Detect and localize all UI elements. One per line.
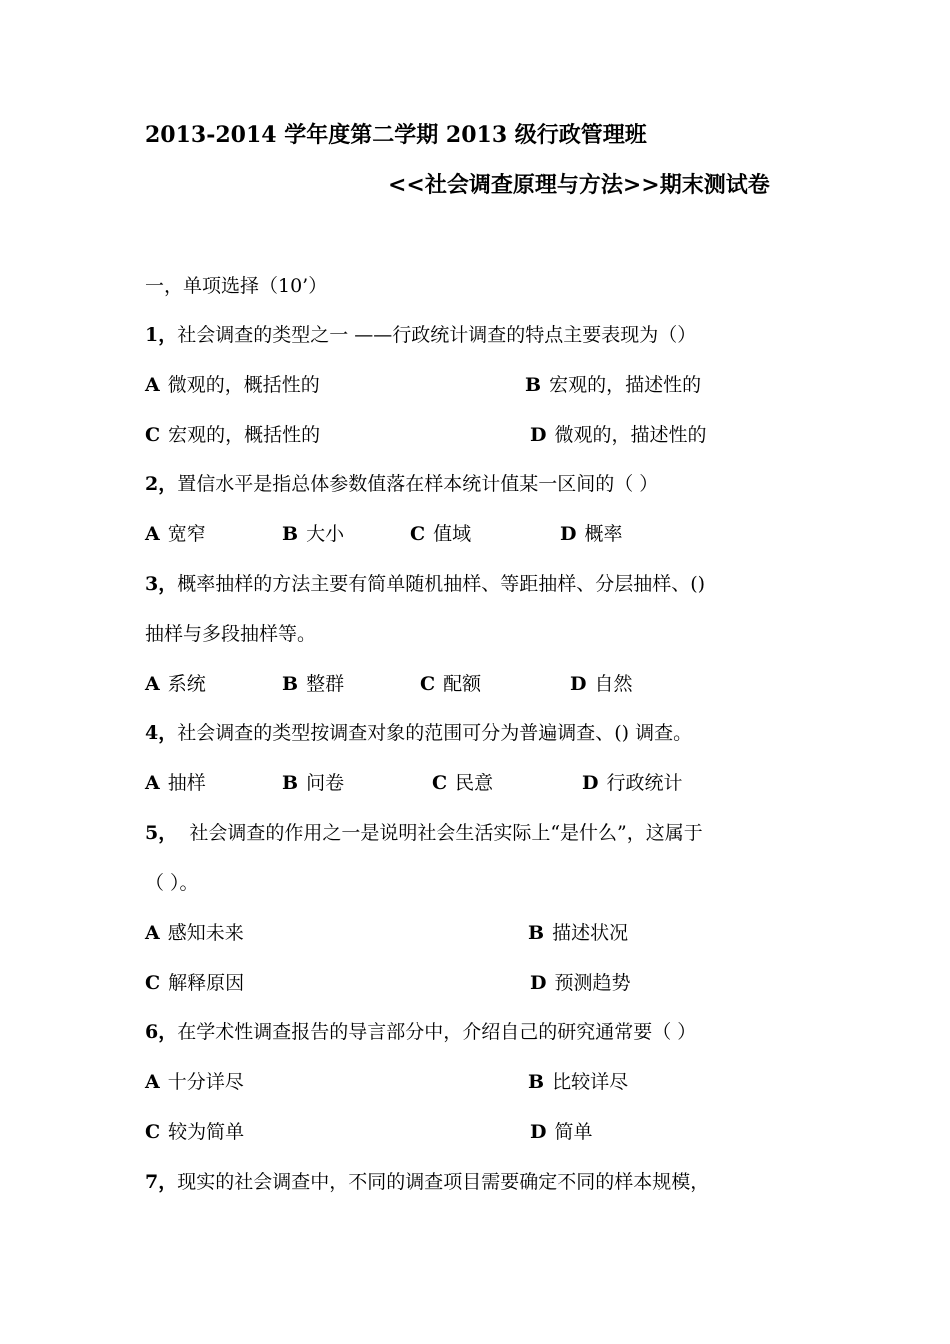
option-6c: C 较为简单 [145,1121,245,1143]
option-1a: A 微观的，概括性的 [145,374,320,396]
option-3d: D 自然 [570,673,633,695]
option-6a: A 十分详尽 [145,1071,244,1093]
exam-title-line1: 2013-2014 学年度第二学期 2013 级行政管理班 [145,122,647,148]
option-3a: A 系统 [145,673,206,695]
question-number: 3， [145,573,178,595]
option-3b: B 整群 [282,673,345,695]
option-4b: B 问卷 [282,772,345,794]
question-1 [145,322,696,348]
section-heading: 一，单项选择（10’） [145,275,328,297]
question-number: 5， [145,822,178,844]
question-number: 1， [145,324,178,346]
option-2a: A 宽窄 [145,523,206,545]
option-1b: B 宏观的，描述性的 [525,374,702,396]
option-6b: B 比较详尽 [528,1071,629,1093]
option-2c: C 值域 [410,523,472,545]
question-number: 6， [145,1021,178,1043]
option-1d: D 微观的，描述性的 [530,424,707,446]
option-5c: C 解释原因 [145,972,245,994]
option-1c: C 宏观的，概括性的 [145,424,321,446]
question-number: 2， [145,473,178,495]
option-2d: D 概率 [560,523,623,545]
question-5 [145,820,703,846]
question-text: 现实的社会调查中，不同的调查项目需要确定不同的样本规模， [177,1171,710,1193]
question-6 [145,1019,696,1045]
option-4d: D 行政统计 [582,772,683,794]
question-5-continued: （ ）。 [145,872,199,894]
question-number: 7， [145,1171,178,1193]
option-2b: B 大小 [282,523,345,545]
question-4 [145,720,692,746]
question-3-continued: 抽样与多段抽样等。 [145,623,317,645]
option-4a: A 抽样 [145,772,206,794]
question-text: 概率抽样的方法主要有简单随机抽样、等距抽样、分层抽样、() [177,573,706,595]
option-5b: B 描述状况 [528,922,629,944]
question-7 [145,1169,709,1195]
option-5a: A 感知未来 [145,922,244,944]
question-text: 社会调查的作用之一是说明社会生活实际上“是什么”，这属于 [177,822,703,844]
question-2 [145,471,658,497]
question-text: 在学术性调查报告的导言部分中，介绍自己的研究通常要（ ） [177,1021,697,1043]
question-text: 置信水平是指总体参数值落在样本统计值某一区间的（ ） [177,473,659,495]
question-text: 社会调查的类型按调查对象的范围可分为普遍调查、() 调查。 [177,722,693,744]
question-number: 4， [145,722,178,744]
option-6d: D 简单 [530,1121,593,1143]
exam-title-line2: <<社会调查原理与方法>>期末测试卷 [388,172,770,198]
option-5d: D 预测趋势 [530,972,631,994]
question-text: 社会调查的类型之一 ——行政统计调查的特点主要表现为（） [177,324,697,346]
option-3c: C 配额 [420,673,482,695]
question-3 [145,571,705,597]
option-4c: C 民意 [432,772,494,794]
